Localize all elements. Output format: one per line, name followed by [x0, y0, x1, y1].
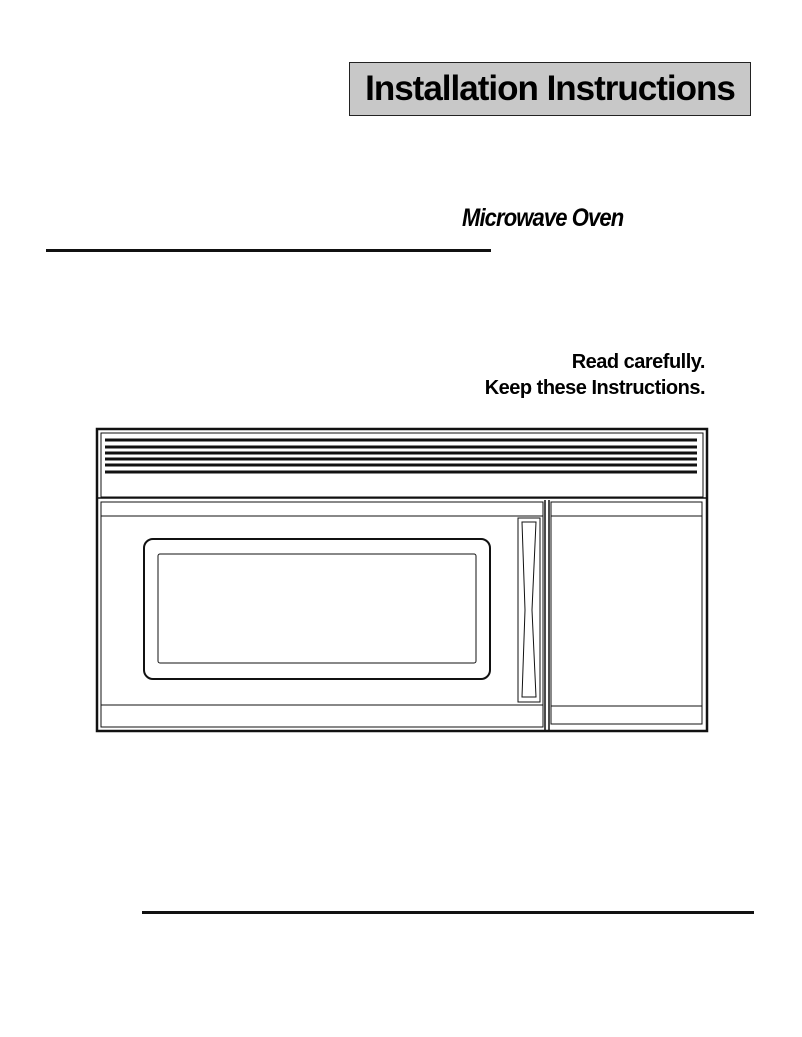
notice-line-1: Read carefully.: [571, 351, 705, 373]
product-name: Microwave Oven: [462, 204, 624, 232]
door-window-frame: [144, 539, 490, 679]
door: [101, 502, 543, 727]
notice-line-2: Keep these Instructions.: [484, 377, 705, 399]
door-handle: [518, 518, 540, 702]
door-window: [158, 554, 476, 663]
control-panel: [551, 502, 702, 724]
page-title: Installation Instructions: [365, 69, 735, 108]
vent-grille: [105, 440, 697, 472]
oven-outline: [97, 429, 707, 731]
divider-bottom: [142, 911, 754, 914]
